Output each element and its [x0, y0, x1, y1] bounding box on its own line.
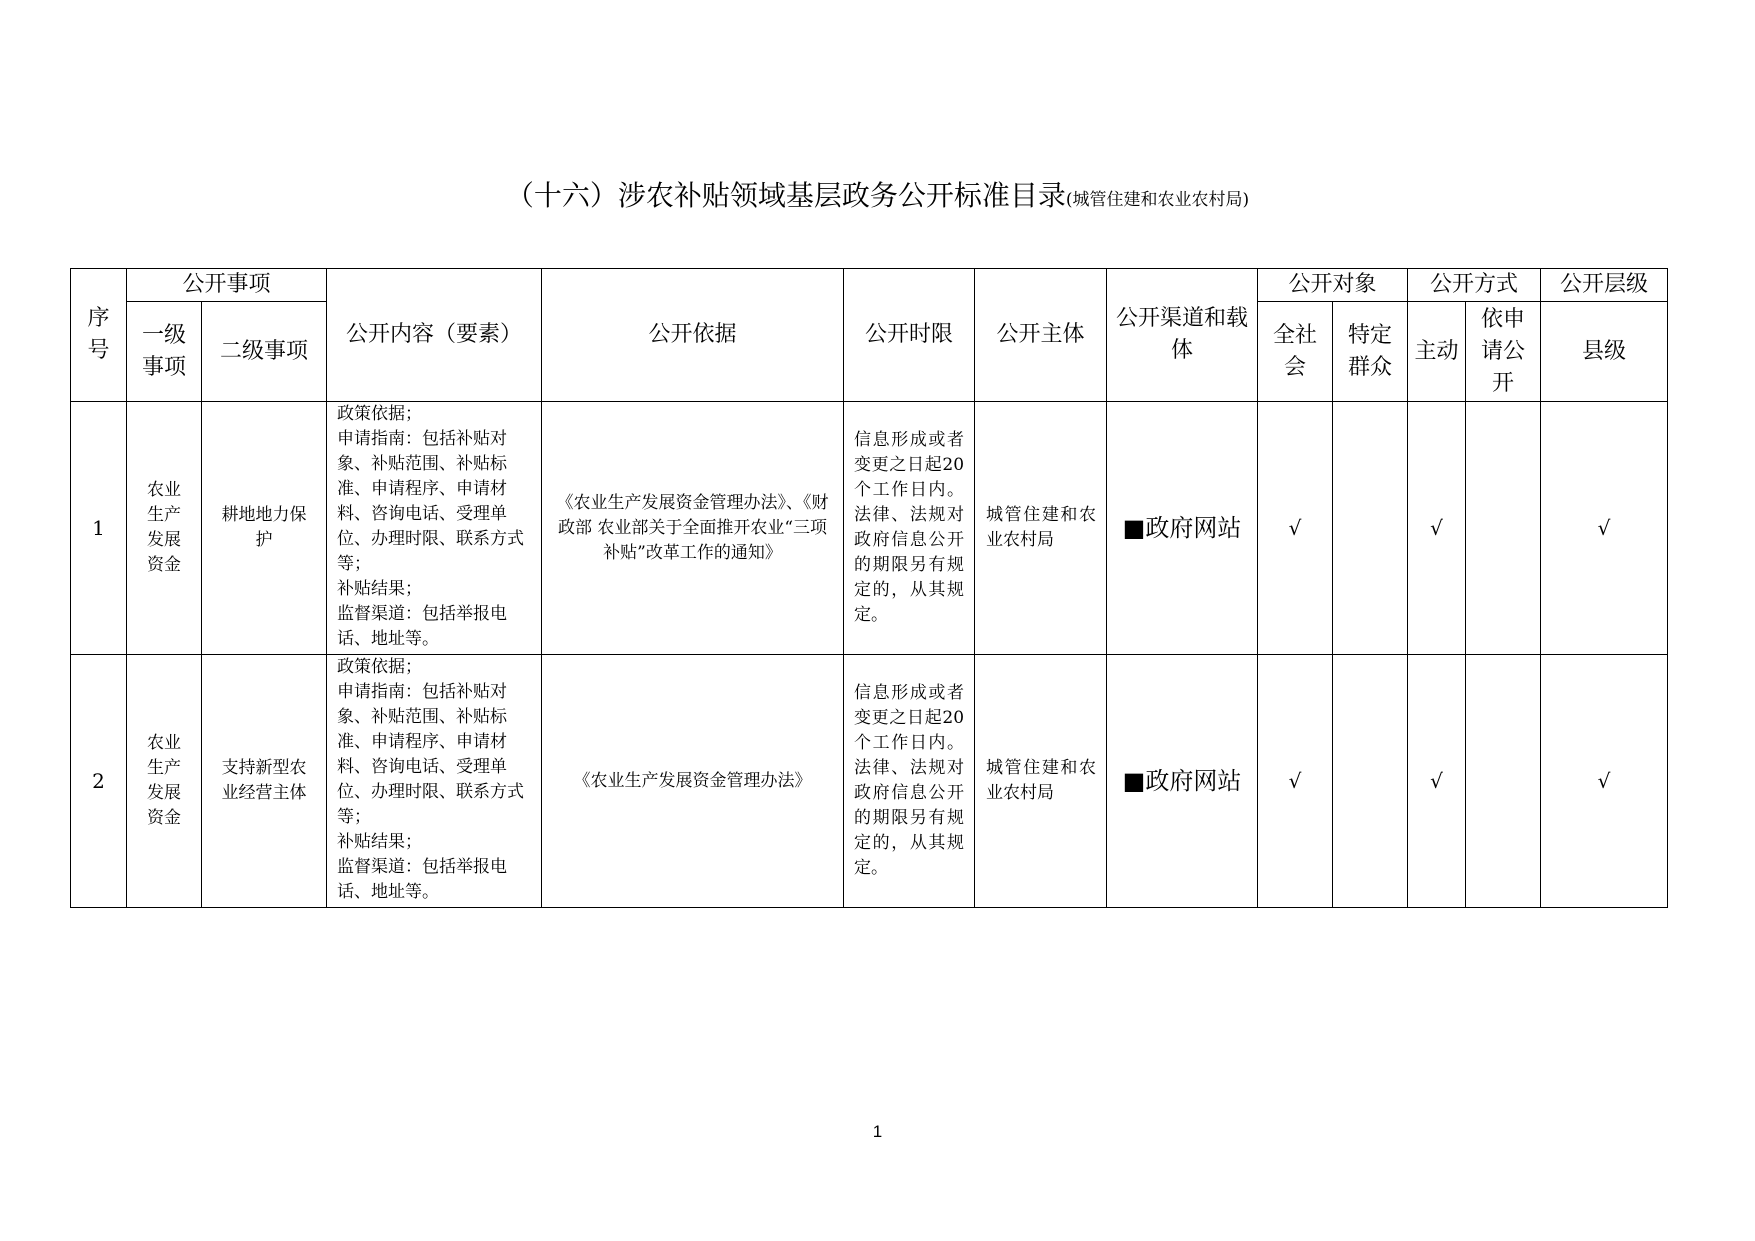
header-county: 县级 — [1541, 302, 1668, 402]
header-proactive: 主动 — [1408, 302, 1466, 402]
content-result: 补贴结果； — [337, 832, 423, 852]
content-policy: 政策依据； — [337, 404, 423, 424]
cell-county: √ — [1541, 655, 1668, 908]
cell-channel: ■政府网站 — [1107, 402, 1258, 655]
header-audience-group: 公开对象 — [1258, 269, 1408, 302]
header-specific-group: 特定群众 — [1333, 302, 1408, 402]
cell-proactive: √ — [1408, 655, 1466, 908]
page-number: 1 — [872, 1122, 883, 1141]
header-mode-group: 公开方式 — [1408, 269, 1541, 302]
content-policy: 政策依据； — [337, 657, 423, 677]
cell-seq: 1 — [71, 402, 127, 655]
content-supervision: 监督渠道：包括举报电话、地址等。 — [337, 604, 508, 649]
cell-specific-group — [1333, 402, 1408, 655]
content-guide: 申请指南：包括补贴对象、补贴范围、补贴标准、申请程序、申请材料、咨询电话、受理单位、办理时限、联系方式等； — [337, 682, 525, 827]
disclosure-catalog-table — [70, 268, 1668, 908]
header-time-limit: 公开时限 — [844, 269, 975, 402]
cell-county: √ — [1541, 402, 1668, 655]
cell-whole-society: √ — [1258, 402, 1333, 655]
header-content: 公开内容（要素） — [327, 269, 542, 402]
cell-level1: 农业生产发展资金 — [127, 402, 202, 655]
cell-seq: 2 — [71, 655, 127, 908]
content-result: 补贴结果； — [337, 579, 423, 599]
cell-content — [327, 655, 542, 908]
title-main: （十六）涉农补贴领域基层政务公开标准目录 — [505, 179, 1066, 212]
header-item-group: 公开事项 — [127, 269, 327, 302]
cell-on-request — [1466, 655, 1541, 908]
cell-level2: 耕地地力保护 — [202, 402, 327, 655]
cell-time-limit: 信息形成或者变更之日起20个工作日内。法律、法规对政府信息公开的期限另有规定的，从其规定。 — [844, 402, 975, 655]
header-channel: 公开渠道和载体 — [1107, 269, 1258, 402]
cell-channel: ■政府网站 — [1107, 655, 1258, 908]
header-whole-society: 全社会 — [1258, 302, 1333, 402]
cell-specific-group — [1333, 655, 1408, 908]
cell-subject: 城管住建和农业农村局 — [975, 402, 1107, 655]
cell-subject: 城管住建和农业农村局 — [975, 655, 1107, 908]
content-guide: 申请指南：包括补贴对象、补贴范围、补贴标准、申请程序、申请材料、咨询电话、受理单位、办理时限、联系方式等； — [337, 429, 525, 574]
document-title — [0, 178, 1755, 218]
table-row — [71, 402, 1668, 655]
table-row — [71, 655, 1668, 908]
header-level2: 二级事项 — [202, 302, 327, 402]
cell-basis: 《农业生产发展资金管理办法》、《财政部 农业部关于全面推开农业“三项补贴”改革工作的通知》 — [542, 402, 844, 655]
header-seq: 序号 — [71, 269, 127, 402]
cell-basis: 《农业生产发展资金管理办法》 — [542, 655, 844, 908]
cell-level1: 农业生产发展资金 — [127, 655, 202, 908]
cell-proactive: √ — [1408, 402, 1466, 655]
header-on-request: 依申请公开 — [1466, 302, 1541, 402]
header-level-group: 公开层级 — [1541, 269, 1668, 302]
cell-whole-society: √ — [1258, 655, 1333, 908]
cell-on-request — [1466, 402, 1541, 655]
content-supervision: 监督渠道：包括举报电话、地址等。 — [337, 857, 508, 902]
cell-time-limit: 信息形成或者变更之日起20个工作日内。法律、法规对政府信息公开的期限另有规定的，从其规定。 — [844, 655, 975, 908]
title-sub: (城管住建和农业农村局) — [1065, 190, 1250, 210]
header-subject: 公开主体 — [975, 269, 1107, 402]
header-basis: 公开依据 — [542, 269, 844, 402]
cell-level2: 支持新型农业经营主体 — [202, 655, 327, 908]
cell-content — [327, 402, 542, 655]
header-level1: 一级事项 — [127, 302, 202, 402]
